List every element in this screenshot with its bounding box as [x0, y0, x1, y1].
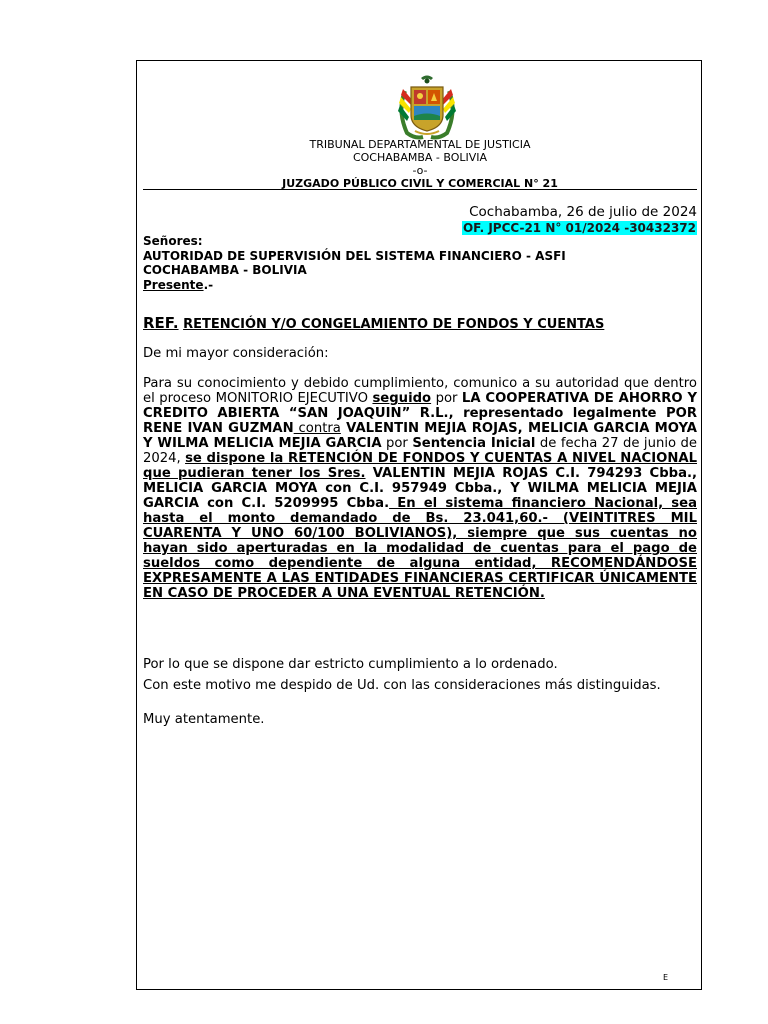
tribunal-name: TRIBUNAL DEPARTAMENTAL DE JUSTICIA — [309, 138, 531, 151]
body-part: En el sistema financiero Nacional, sea hasta el monto demandado de Bs. 23.041,60.- (VEINTITRES MIL CUARENTA Y UNO 60/100 BOLIVIANOS), siempre que sus cuentas no hayan sido aperturadas en la modalidad de cuentas para el pago de sueldos como dependiente de alguna entidad, RECOMENDÁNDOSE EXPRESAMENTE A LAS ENTIDADES FINANCIERAS CERTIFICAR ÚNICAMENTE EN CASO DE PROCEDER A UNA EVENTUAL RETENCIÓN. — [143, 496, 697, 601]
body-part: Sentencia Inicial — [412, 436, 536, 451]
closing-line: Muy atentamente. — [143, 712, 265, 727]
letter-body — [143, 376, 697, 601]
letter-date: Cochabamba, 26 de julio de 2024 — [469, 204, 697, 220]
header-divider — [143, 189, 697, 190]
body-part: VALENTIN MEJIA ROJAS C.I. 794293 Cbba., MELICIA GARCIA MOYA con C.I. 957949 Cbba., Y WILMA MELICIA MEJIA GARCIA con C.I. 5209995 Cbba. — [143, 466, 697, 511]
body-part: se dispone la RETENCIÓN DE FONDOS Y CUENTAS A NIVEL NACIONAL que pudieran tener los Sres. — [143, 451, 697, 481]
body-part: seguido — [372, 391, 432, 406]
body-part: por — [381, 436, 413, 451]
salutation: Señores: — [143, 234, 203, 248]
farewell-line: Con este motivo me despido de Ud. con las consideraciones más distinguidas. — [143, 678, 661, 693]
tribunal-city: COCHABAMBA - BOLIVIA — [352, 151, 488, 164]
compliance-line: Por lo que se dispone dar estricto cumplimiento a lo ordenado. — [143, 657, 558, 672]
court-name: JUZGADO PÚBLICO CIVIL Y COMERCIAL N° 21 — [282, 177, 558, 190]
ref-label: REF. — [143, 314, 179, 332]
body-part: Para su conocimiento y debido cumplimiento, comunico a su autoridad que dentro el proceso MONITORIO EJECUTIVO — [143, 376, 697, 406]
recipient-name: AUTORIDAD DE SUPERVISIÓN DEL SISTEMA FINANCIERO - ASFI — [143, 248, 566, 263]
reference-line — [143, 314, 604, 332]
ref-subject: RETENCIÓN Y/O CONGELAMIENTO DE FONDOS Y CUENTAS — [183, 317, 605, 332]
recipient-city: COCHABAMBA - BOLIVIA — [143, 263, 307, 277]
footer-mark: E — [663, 973, 669, 982]
body-part: VALENTIN MEJIA ROJAS, MELICIA GARCIA MOYA Y WILMA MELICIA MEJIA GARCIA — [143, 421, 698, 451]
body-part: contra — [293, 421, 341, 436]
official-number: OF. JPCC-21 N° 01/2024 -30432372 — [462, 221, 696, 235]
bolivia-coat-of-arms-emblem — [391, 71, 463, 143]
greeting: De mi mayor consideración: — [143, 346, 329, 361]
header-separator: -o- — [412, 164, 428, 177]
letter-page — [136, 60, 702, 990]
body-part: de fecha 27 de junio de 2024, — [143, 436, 697, 466]
body-part: por — [431, 391, 462, 406]
presente-word: Presente — [143, 277, 204, 292]
recipient-block — [143, 234, 566, 292]
presente-suffix: .- — [203, 277, 214, 292]
presente-line — [143, 278, 566, 293]
body-part: LA COOPERATIVA DE AHORRO Y CREDITO ABIERTA “SAN JOAQUIN” R.L., representado legalmente POR RENE IVAN GUZMAN — [143, 391, 698, 436]
